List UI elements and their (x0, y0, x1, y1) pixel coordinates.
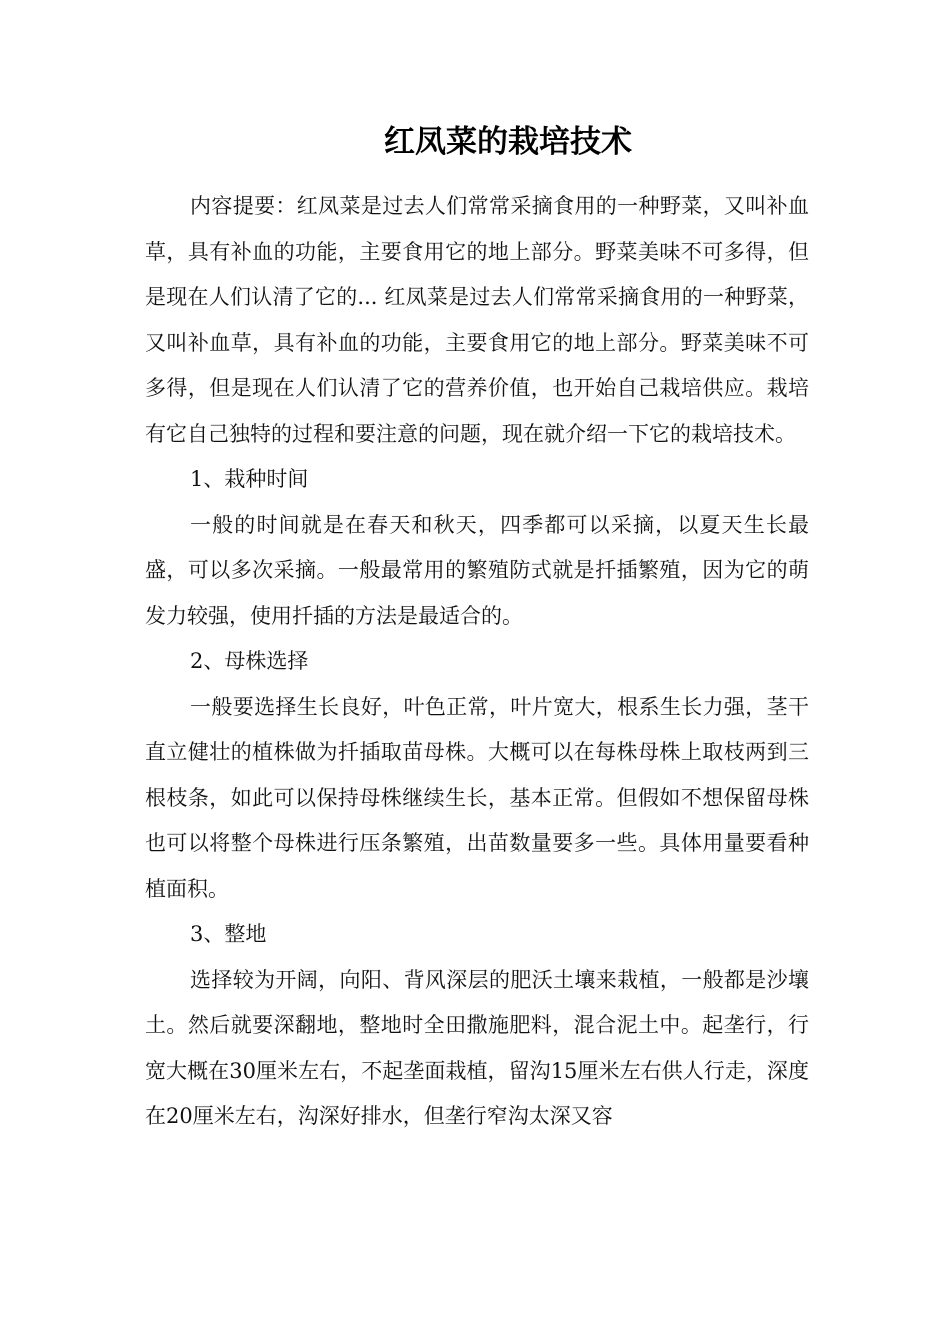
section-heading-mother-plant: 2、母株选择 (190, 649, 309, 673)
section-heading-land-prep: 3、整地 (190, 922, 267, 946)
summary-paragraph: 内容提要：红凤菜是过去人们常常采摘食用的一种野菜，又叫补血草，具有补血的功能，主要食用它的地上部分。野菜美味不可多得，但是现在人们认清了它的... 红凤菜是过去人们常常采摘食用的一种野菜，又叫补血草，具有补血的功能，主要食用它的地上部分。野菜美味不可多得，但是现在人们认清了它的营养价值，也开始自己栽培供应。栽培有它自己独特的过程和要注意的问题，现在就介绍一下它的栽培技术。 (145, 194, 809, 446)
document-title: 红凤菜的栽培技术 (384, 124, 632, 160)
document-body (145, 184, 809, 1140)
planting-time-paragraph: 一般的时间就是在春天和秋天，四季都可以采摘，以夏天生长最盛，可以多次采摘。一般最常用的繁殖防式就是扦插繁殖，因为它的萌发力较强，使用扦插的方法是最适合的。 (145, 512, 809, 628)
land-prep-paragraph: 选择较为开阔，向阳、背风深层的肥沃土壤来栽植，一般都是沙壤土。然后就要深翻地，整地时全田撒施肥料，混合泥土中。起垄行，行宽大概在30厘米左右，不起垄面栽植，留沟15厘米左右供人行走，深度在20厘米左右，沟深好排水，但垄行窄沟太深又容 (145, 967, 809, 1128)
mother-plant-paragraph: 一般要选择生长良好，叶色正常，叶片宽大，根系生长力强，茎干直立健壮的植株做为扦插取苗母株。大概可以在每株母株上取枝两到三根枝条，如此可以保持母株继续生长，基本正常。但假如不想保留母株也可以将整个母株进行压条繁殖，出苗数量要多一些。具体用量要看种植面积。 (145, 694, 809, 901)
section-heading-planting-time: 1、栽种时间 (190, 467, 309, 491)
